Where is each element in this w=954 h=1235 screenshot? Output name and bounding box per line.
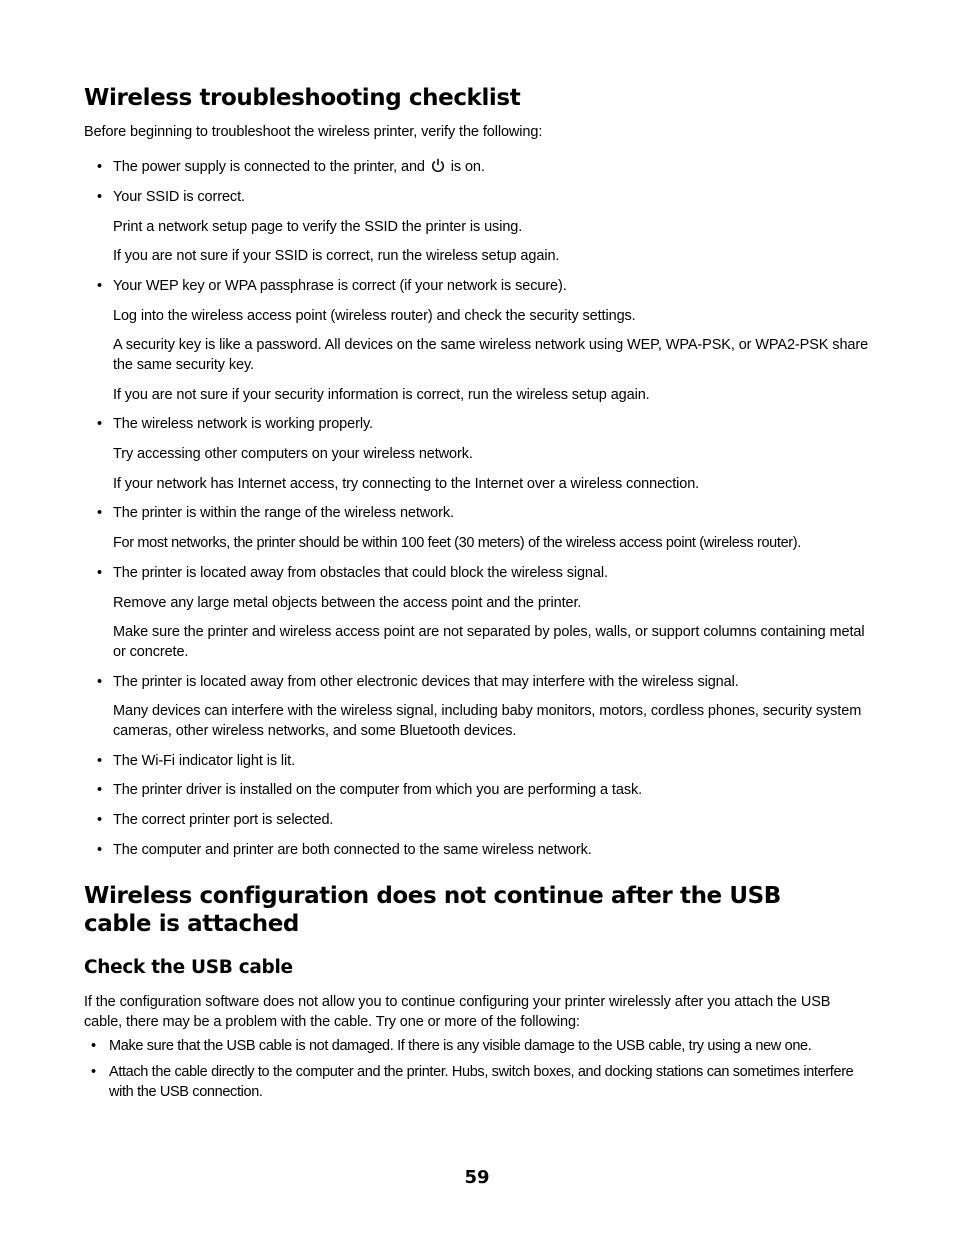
detail-paragraph: Print a network setup page to verify the SSID the printer is using.	[113, 219, 523, 235]
list-item-text: Make sure that the USB cable is not damaged. If there is any visible damage to the USB cable, try using a new one.	[109, 1038, 812, 1054]
bullet: •	[91, 1038, 96, 1054]
list-item-text: Your SSID is correct.	[113, 189, 245, 205]
bullet: •	[97, 674, 102, 690]
detail-paragraph: Try accessing other computers on your wireless network.	[113, 446, 473, 462]
bullet: •	[91, 1064, 96, 1080]
list-item-text-end: is on.	[450, 159, 485, 175]
detail-paragraph: Many devices can interfere with the wireless signal, including baby monitors, motors, cordless phones, security system cameras, other wireless networks, and some Bluetooth devices.	[113, 703, 862, 739]
list-item-text: Your WEP key or WPA passphrase is correct (if your network is secure).	[113, 278, 567, 294]
list-item-text: The wireless network is working properly.	[113, 416, 373, 432]
detail-paragraph: If your network has Internet access, try connecting to the Internet over a wireless connection.	[113, 476, 700, 492]
detail-paragraph: Make sure the printer and wireless access point are not separated by poles, walls, or support columns containing metal or concrete.	[113, 624, 865, 660]
list-item-text: The Wi-Fi indicator light is lit.	[113, 753, 296, 769]
bullet: •	[97, 416, 102, 432]
list-item-text: The printer is located away from other electronic devices that may interfere with the wireless signal.	[113, 674, 739, 690]
bullet: •	[97, 565, 102, 581]
detail-paragraph: If you are not sure if your SSID is correct, run the wireless setup again.	[113, 248, 560, 264]
detail-paragraph: A security key is like a password. All devices on the same wireless network using WEP, WPA-PSK, or WPA2-PSK share the same security key.	[113, 337, 869, 373]
list-item-text: The correct printer port is selected.	[113, 812, 334, 828]
list-item-text: The printer is located away from obstacles that could block the wireless signal.	[113, 565, 608, 581]
list-item-text: The printer driver is installed on the computer from which you are performing a task.	[113, 782, 643, 798]
detail-paragraph: Log into the wireless access point (wireless router) and check the security settings.	[113, 308, 636, 324]
bullet: •	[97, 189, 102, 205]
page-number: 59	[464, 1167, 490, 1188]
section-title: Wireless configuration does not continue after the USB cable is attached	[84, 883, 781, 937]
power-icon	[431, 158, 445, 173]
list-item-text	[113, 157, 872, 177]
bullet: •	[97, 505, 102, 521]
bullet: •	[97, 278, 102, 294]
list-item-text: Attach the cable directly to the computer and the printer. Hubs, switch boxes, and docking stations can sometimes interfere with the USB connection.	[109, 1064, 854, 1100]
list-item-text: The printer is within the range of the wireless network.	[113, 505, 454, 521]
bullet: •	[97, 782, 102, 798]
list-item-text-start: The power supply is connected to the printer, and	[113, 159, 425, 175]
list-item-text: The computer and printer are both connected to the same wireless network.	[113, 842, 592, 858]
section-title: Wireless troubleshooting checklist	[84, 85, 521, 111]
intro-paragraph: If the configuration software does not allow you to continue configuring your printer wirelessly after you attach the USB cable, there may be a problem with the cable. Try one or more of the following:	[84, 994, 831, 1030]
bullet: •	[97, 842, 102, 858]
bullet: •	[97, 159, 102, 175]
detail-paragraph: For most networks, the printer should be within 100 feet (30 meters) of the wireless access point (wireless router).	[113, 535, 801, 551]
bullet: •	[97, 753, 102, 769]
detail-paragraph: If you are not sure if your security information is correct, run the wireless setup again.	[113, 387, 650, 403]
intro-paragraph: Before beginning to troubleshoot the wireless printer, verify the following:	[84, 124, 543, 140]
bullet: •	[97, 812, 102, 828]
detail-paragraph: Remove any large metal objects between the access point and the printer.	[113, 595, 582, 611]
subsection-title: Check the USB cable	[84, 957, 293, 978]
